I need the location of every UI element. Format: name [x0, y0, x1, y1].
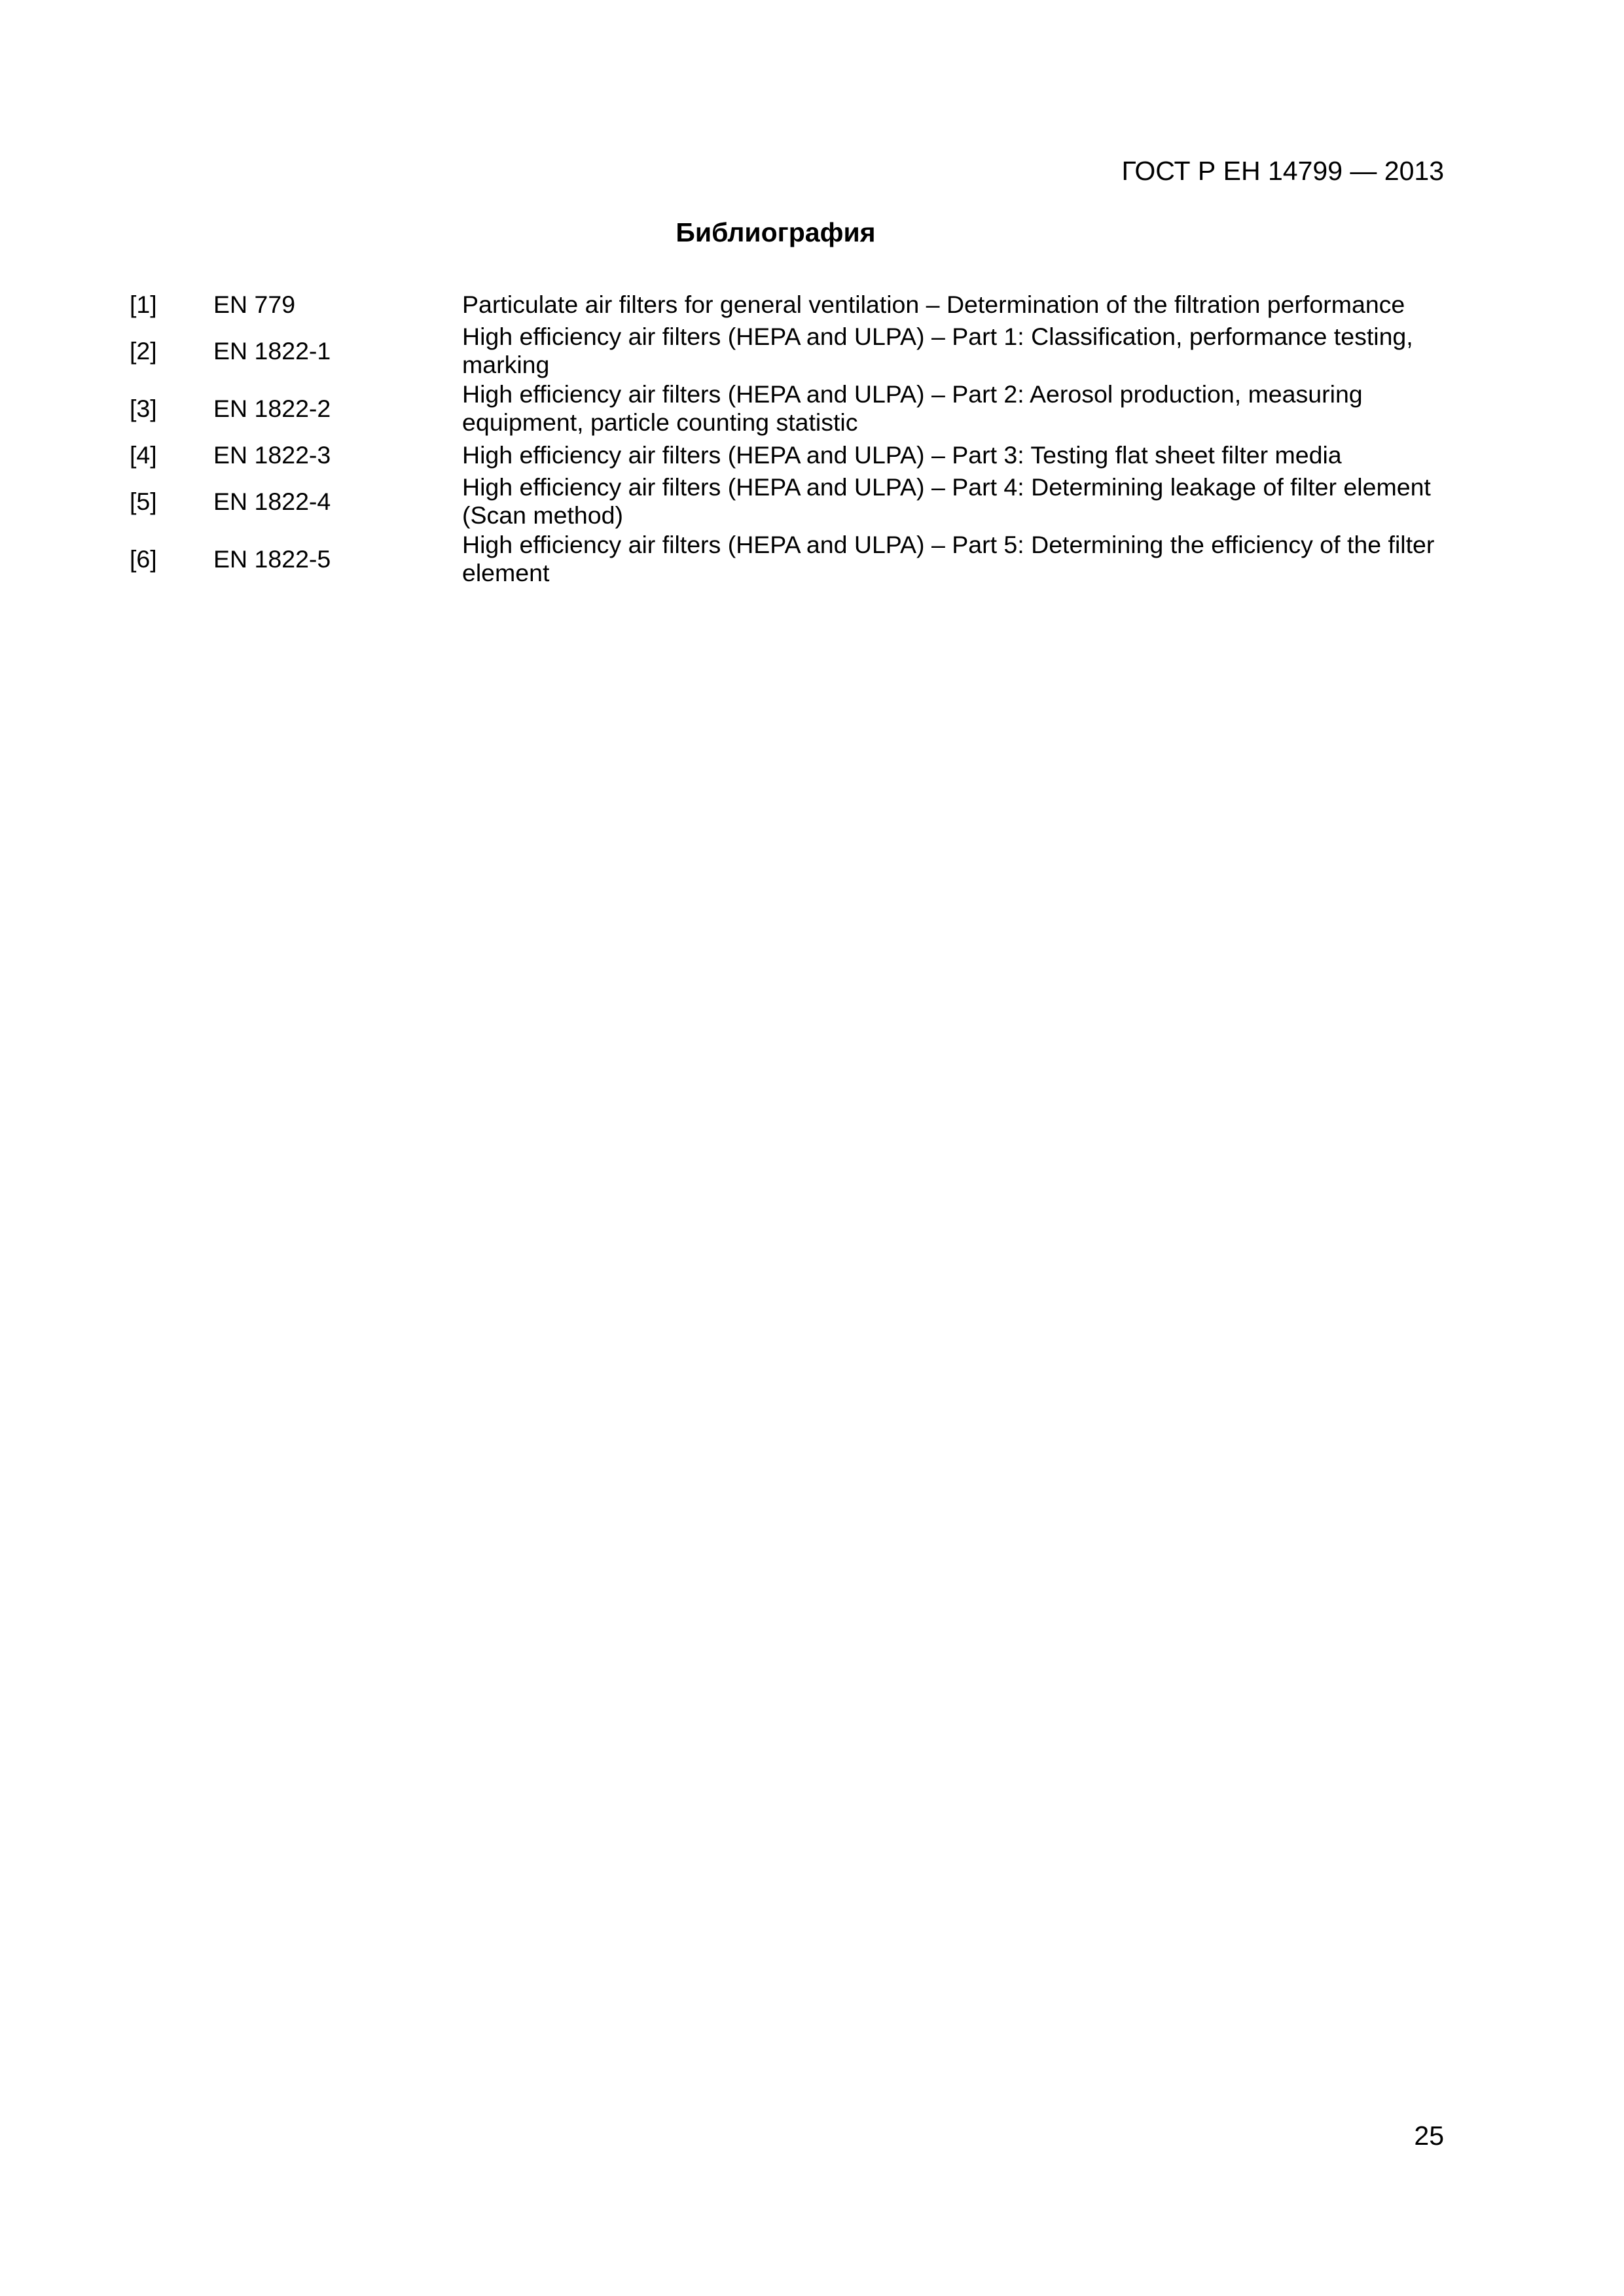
entry-standard-code: EN 1822-2: [213, 394, 331, 422]
entry-standard-code: EN 779: [213, 290, 296, 318]
entry-description: High efficiency air filters (HEPA and ULPA) – Part 2: Aerosol production, measuring equipment, particle counting statistic: [462, 380, 1363, 436]
entry-description: Particulate air filters for general ventilation – Determination of the filtration performance: [462, 290, 1405, 318]
page-number: 25: [1414, 2121, 1444, 2151]
entry-standard-code: EN 1822-5: [213, 545, 331, 573]
entry-standard-code: EN 1822-1: [213, 336, 331, 365]
entry-number: [2]: [130, 336, 157, 365]
entry-description: High efficiency air filters (HEPA and ULPA) – Part 3: Testing flat sheet filter media: [462, 440, 1342, 469]
entry-description: High efficiency air filters (HEPA and ULPA) – Part 5: Determining the efficiency of the filter element: [462, 531, 1435, 586]
bibliography-entry: [130, 530, 1445, 588]
entry-number: [3]: [130, 394, 157, 422]
entry-number: [4]: [130, 440, 157, 469]
standard-code: ГОСТ Р ЕН 14799 — 2013: [1121, 156, 1444, 186]
entry-description: High efficiency air filters (HEPA and ULPA) – Part 1: Classification, performance testing, marking: [462, 323, 1413, 378]
page-title: Библиография: [676, 217, 876, 247]
bibliography-entry: [130, 473, 1445, 530]
entry-standard-code: EN 1822-4: [213, 487, 331, 515]
bibliography-entry: [130, 322, 1445, 380]
entry-standard-code: EN 1822-3: [213, 440, 331, 469]
entry-description: High efficiency air filters (HEPA and ULPA) – Part 4: Determining leakage of filter element (Scan method): [462, 473, 1431, 529]
entry-number: [1]: [130, 290, 157, 318]
bibliography-entry: [130, 380, 1445, 437]
entry-number: [6]: [130, 545, 157, 573]
entry-number: [5]: [130, 487, 157, 515]
bibliography-list: [130, 287, 1445, 588]
bibliography-entry: [130, 437, 1445, 473]
bibliography-entry: [130, 287, 1445, 322]
